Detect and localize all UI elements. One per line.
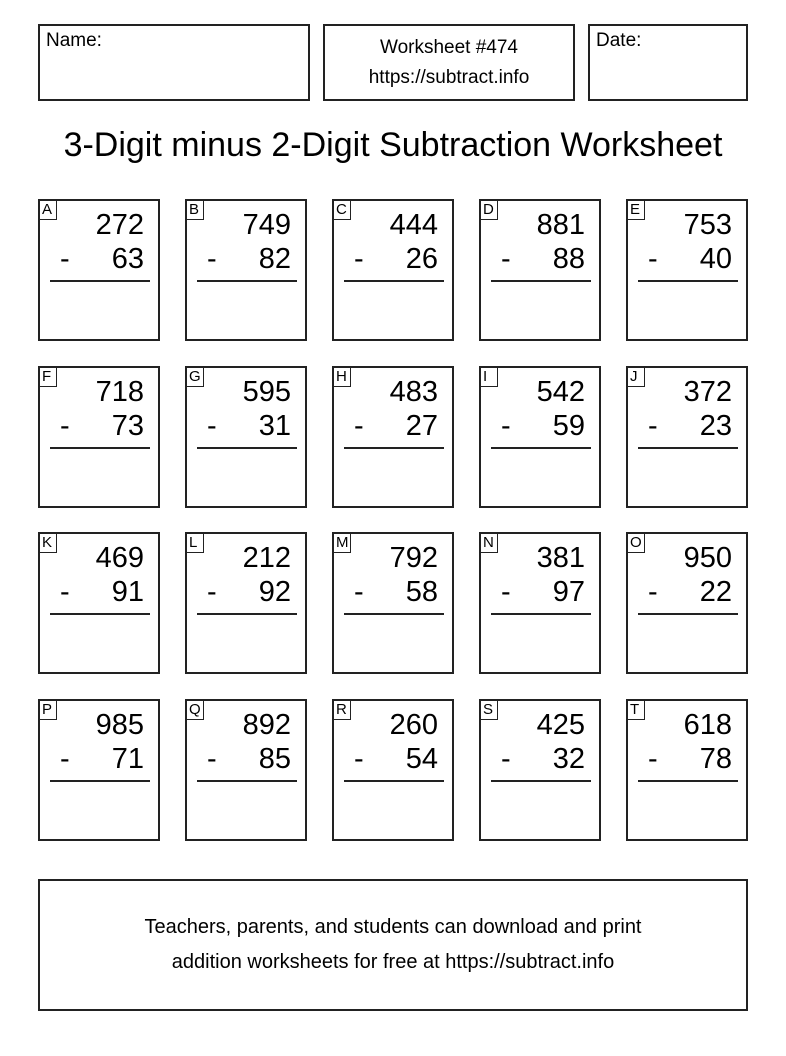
problem-letter: P: [39, 700, 57, 720]
answer-line: [344, 613, 444, 615]
minuend: 753: [683, 209, 732, 241]
answer-line: [638, 280, 738, 282]
minuend: 372: [683, 376, 732, 408]
minus-sign: -: [648, 243, 658, 275]
problem-letter: O: [627, 533, 645, 553]
answer-line: [197, 447, 297, 449]
minus-sign: -: [354, 576, 364, 608]
problem-n: [479, 532, 601, 674]
minus-sign: -: [207, 743, 217, 775]
footer-box: [38, 879, 748, 1011]
problem-letter: N: [480, 533, 498, 553]
minuend: 892: [242, 709, 291, 741]
problem-d: [479, 199, 601, 341]
subtrahend: 97: [552, 576, 585, 608]
problem-letter: K: [39, 533, 57, 553]
problem-p: [38, 699, 160, 841]
problem-a: [38, 199, 160, 341]
minuend: 718: [95, 376, 144, 408]
problem-letter: F: [39, 367, 57, 387]
minuend: 950: [683, 542, 732, 574]
subtrahend: 91: [111, 576, 144, 608]
minus-sign: -: [354, 743, 364, 775]
problem-letter: M: [333, 533, 351, 553]
subtrahend: 82: [258, 243, 291, 275]
worksheet-number: Worksheet #474: [379, 36, 518, 58]
problem-letter: Q: [186, 700, 204, 720]
subtrahend: 32: [552, 743, 585, 775]
answer-line: [491, 447, 591, 449]
minus-sign: -: [354, 243, 364, 275]
minuend: 595: [242, 376, 291, 408]
problem-l: [185, 532, 307, 674]
subtrahend: 40: [699, 243, 732, 275]
problem-k: [38, 532, 160, 674]
problem-i: [479, 366, 601, 508]
subtrahend: 26: [405, 243, 438, 275]
problem-grid: [38, 199, 748, 842]
subtrahend: 92: [258, 576, 291, 608]
minuend: 985: [95, 709, 144, 741]
date-label: Date:: [596, 30, 642, 51]
date-field-box: [588, 24, 748, 101]
minus-sign: -: [60, 576, 70, 608]
problem-letter: H: [333, 367, 351, 387]
footer-line-1: Teachers, parents, and students can download and print: [144, 916, 642, 938]
minuend: 749: [242, 209, 291, 241]
minuend: 212: [242, 542, 291, 574]
subtrahend: 23: [699, 410, 732, 442]
subtrahend: 71: [111, 743, 144, 775]
minus-sign: -: [501, 576, 511, 608]
minuend: 792: [389, 542, 438, 574]
answer-line: [638, 447, 738, 449]
problem-letter: L: [186, 533, 204, 553]
answer-line: [638, 613, 738, 615]
subtrahend: 58: [405, 576, 438, 608]
subtrahend: 31: [258, 410, 291, 442]
minus-sign: -: [207, 410, 217, 442]
problem-letter: J: [627, 367, 645, 387]
footer-line-2: addition worksheets for free at https://subtract.info: [171, 951, 615, 973]
minus-sign: -: [501, 743, 511, 775]
problem-g: [185, 366, 307, 508]
answer-line: [50, 280, 150, 282]
minuend: 260: [389, 709, 438, 741]
subtrahend: 59: [552, 410, 585, 442]
problem-letter: I: [480, 367, 498, 387]
problem-j: [626, 366, 748, 508]
problem-letter: E: [627, 200, 645, 220]
problem-h: [332, 366, 454, 508]
problem-letter: C: [333, 200, 351, 220]
answer-line: [344, 780, 444, 782]
subtrahend: 54: [405, 743, 438, 775]
name-field-box: [38, 24, 310, 101]
minuend: 542: [536, 376, 585, 408]
subtrahend: 63: [111, 243, 144, 275]
problem-letter: R: [333, 700, 351, 720]
problem-letter: T: [627, 700, 645, 720]
problem-letter: S: [480, 700, 498, 720]
problem-letter: B: [186, 200, 204, 220]
minuend: 881: [536, 209, 585, 241]
problem-b: [185, 199, 307, 341]
minus-sign: -: [207, 243, 217, 275]
minus-sign: -: [648, 410, 658, 442]
minuend: 469: [95, 542, 144, 574]
subtrahend: 73: [111, 410, 144, 442]
problem-t: [626, 699, 748, 841]
answer-line: [638, 780, 738, 782]
problem-letter: D: [480, 200, 498, 220]
minus-sign: -: [648, 743, 658, 775]
minus-sign: -: [60, 243, 70, 275]
problem-r: [332, 699, 454, 841]
problem-letter: A: [39, 200, 57, 220]
problem-f: [38, 366, 160, 508]
answer-line: [197, 613, 297, 615]
subtrahend: 78: [699, 743, 732, 775]
worksheet-title: 3-Digit minus 2-Digit Subtraction Worksheet: [63, 126, 723, 164]
minuend: 618: [683, 709, 732, 741]
answer-line: [344, 280, 444, 282]
problem-m: [332, 532, 454, 674]
answer-line: [491, 780, 591, 782]
problem-q: [185, 699, 307, 841]
minus-sign: -: [501, 243, 511, 275]
minuend: 425: [536, 709, 585, 741]
answer-line: [50, 613, 150, 615]
subtrahend: 85: [258, 743, 291, 775]
minus-sign: -: [648, 576, 658, 608]
name-label: Name:: [46, 30, 102, 51]
answer-line: [491, 280, 591, 282]
subtrahend: 22: [699, 576, 732, 608]
problem-c: [332, 199, 454, 341]
problem-o: [626, 532, 748, 674]
problem-letter: G: [186, 367, 204, 387]
site-url: https://subtract.info: [368, 66, 530, 88]
minus-sign: -: [60, 410, 70, 442]
answer-line: [197, 280, 297, 282]
answer-line: [344, 447, 444, 449]
minuend: 444: [389, 209, 438, 241]
subtrahend: 88: [552, 243, 585, 275]
problem-s: [479, 699, 601, 841]
minus-sign: -: [501, 410, 511, 442]
minuend: 483: [389, 376, 438, 408]
minuend: 381: [536, 542, 585, 574]
answer-line: [50, 780, 150, 782]
minus-sign: -: [207, 576, 217, 608]
worksheet-info-box: [323, 24, 575, 101]
answer-line: [197, 780, 297, 782]
problem-e: [626, 199, 748, 341]
answer-line: [50, 447, 150, 449]
answer-line: [491, 613, 591, 615]
minus-sign: -: [354, 410, 364, 442]
minus-sign: -: [60, 743, 70, 775]
subtrahend: 27: [405, 410, 438, 442]
minuend: 272: [95, 209, 144, 241]
